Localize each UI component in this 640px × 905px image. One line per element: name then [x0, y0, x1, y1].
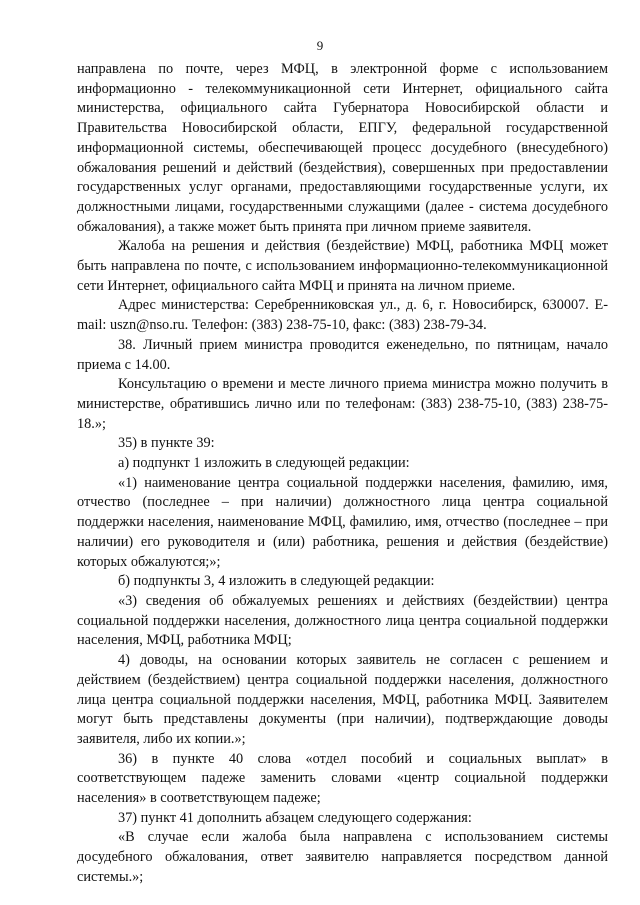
page-number: 9 [316, 38, 324, 53]
paragraph: 38. Личный прием министра проводится еженедельно, по пятницам, начало приема с 14.00. [77, 336, 608, 373]
paragraph: а) подпункт 1 изложить в следующей редакции: [118, 455, 410, 472]
paragraph: Консультацию о времени и месте личного приема министра можно получить в министерстве, обратившись лично или по телефонам: (383) 238-75-10, (383) 238-75-18.»; [77, 376, 608, 432]
paragraph: направлена по почте, через МФЦ, в электронной форме с использованием информационно - телекоммуникационной сети Интернет, официального сайта министерства, официального сайта Губернатора Новосибирской области и Правительства Новосибирской области, ЕПГУ, федеральной государственной информационной системы, обеспечивающей процесс досудебного (внесудебного) обжалования решений и действий (бездействия), совершенных при предоставлении государственных услуг органами, предоставляющими государственные услуги, их должностными лицами, государственными служащими (далее - система досудебного обжалования), а также может быть принята при личном приеме заявителя. [77, 61, 608, 235]
paragraph: «1) наименование центра социальной поддержки населения, фамилию, имя, отчество (последнее – при наличии) должностного лица центра социальной поддержки населения, наименование МФЦ, фамилию, имя, отчество (последнее – при наличии) его руководителя и (или) работника, решения и действия (бездействие) которых обжалуются;»; [77, 474, 608, 570]
paragraph: б) подпункты 3, 4 изложить в следующей редакции: [118, 573, 435, 590]
paragraph: «В случае если жалоба была направлена с использованием системы досудебного обжалования, ответ заявителю направляется посредством данной системы.»; [77, 829, 608, 885]
paragraph: 4) доводы, на основании которых заявитель не согласен с решением и действием (бездействием) центра социальной поддержки населения, должностного лица центра социальной поддержки населения, МФЦ, работника МФЦ. Заявителем могут быть представлены документы (при наличии), подтверждающие доводы заявителя, либо их копии.»; [77, 652, 608, 747]
paragraph: 37) пункт 41 дополнить абзацем следующего содержания: [118, 809, 472, 826]
paragraph: Адрес министерства: Серебренниковская ул., д. 6, г. Новосибирск, 630007. E-mail: uszn@nso.ru. Телефон: (383) 238-75-10, факс: (383) 238-79-34. [77, 297, 608, 334]
paragraph: 36) в пункте 40 слова «отдел пособий и социальных выплат» в соответствующем падеже заменить словами «центр социальной поддержки населения» в соответствующем падеже; [77, 750, 608, 807]
paragraph: Жалоба на решения и действия (бездействие) МФЦ, работника МФЦ может быть направлена по почте, с использованием информационно-телекоммуникационной сети Интернет, официального сайта МФЦ и принята на личном приеме. [77, 238, 608, 294]
paragraph: 35) в пункте 39: [118, 435, 215, 452]
document-body [77, 60, 608, 888]
paragraph: «3) сведения об обжалуемых решениях и действиях (бездействии) центра социальной поддержки населения, должностного лица центра социальной поддержки населения, МФЦ, работника МФЦ; [77, 592, 608, 649]
